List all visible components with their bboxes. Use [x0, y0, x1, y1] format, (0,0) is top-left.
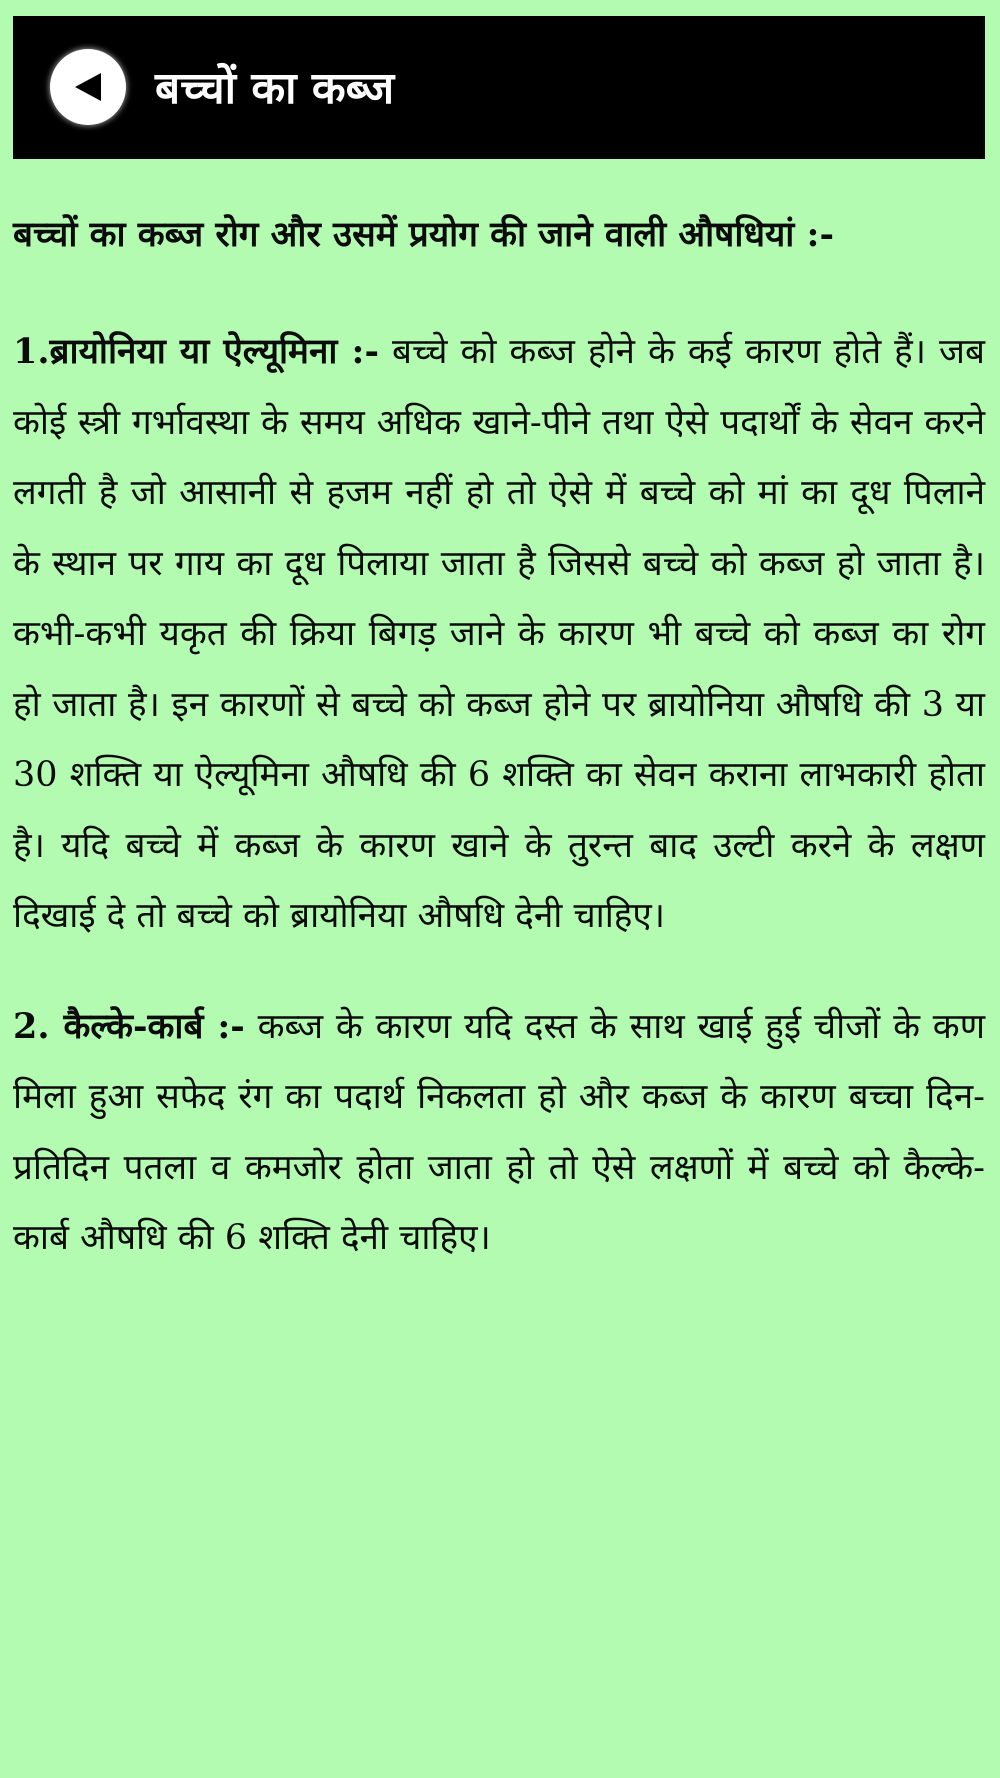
- article-content: [13, 205, 985, 1274]
- remedy-text-2: कब्ज के कारण यदि दस्त के साथ खाई हुई चीजों के कण मिला हुआ सफेद रंग का पदार्थ निकलता हो और कब्ज के कारण बच्चा दिन-प्रतिदिन पतला व कमजोर होता जाता हो तो ऐसे लक्षणों में बच्चे को कैल्के-कार्ब औषधि की 6 शक्ति देनी चाहिए।: [13, 1006, 985, 1258]
- back-button[interactable]: [50, 49, 126, 125]
- back-arrow-icon: [50, 49, 126, 125]
- remedy-title-1: 1.ब्रायोनिया या ऐल्यूमिना :-: [13, 331, 380, 372]
- remedy-title-2: 2. कैल्के-कार्ब :-: [13, 1005, 245, 1047]
- remedy-paragraph-1: [13, 317, 985, 952]
- intro-heading: बच्चों का कब्ज रोग और उसमें प्रयोग की जाने वाली औषधियां :-: [13, 214, 834, 255]
- remedy-paragraph-2: [13, 992, 985, 1274]
- remedy-text-1: बच्चे को कब्ज होने के कई कारण होते हैं। जब कोई स्त्री गर्भावस्था के समय अधिक खाने-पीने तथा ऐसे पदार्थों के सेवन करने लगती है जो आसानी से हजम नहीं हो तो ऐसे में बच्चे को मां का दूध पिलाने के स्थान पर गाय का दूध पिलाया जाता है जिससे बच्चे को कब्ज हो जाता है। कभी-कभी यकृत की क्रिया बिगड़ जाने के कारण भी बच्चे को कब्ज का रोग हो जाता है। इन कारणों से बच्चे को कब्ज होने पर ब्रायोनिया औषधि की 3 या 30 शक्ति या ऐल्यूमिना औषधि की 6 शक्ति का सेवन कराना लाभकारी होता है। यदि बच्चे में कब्ज के कारण खाने के तुरन्त बाद उल्टी करने के लक्षण दिखाई दे तो बच्चे को ब्रायोनिया औषधि देनी चाहिए।: [13, 332, 986, 936]
- title-bar: [13, 16, 985, 159]
- page-title: बच्चों का कब्ज: [155, 63, 395, 114]
